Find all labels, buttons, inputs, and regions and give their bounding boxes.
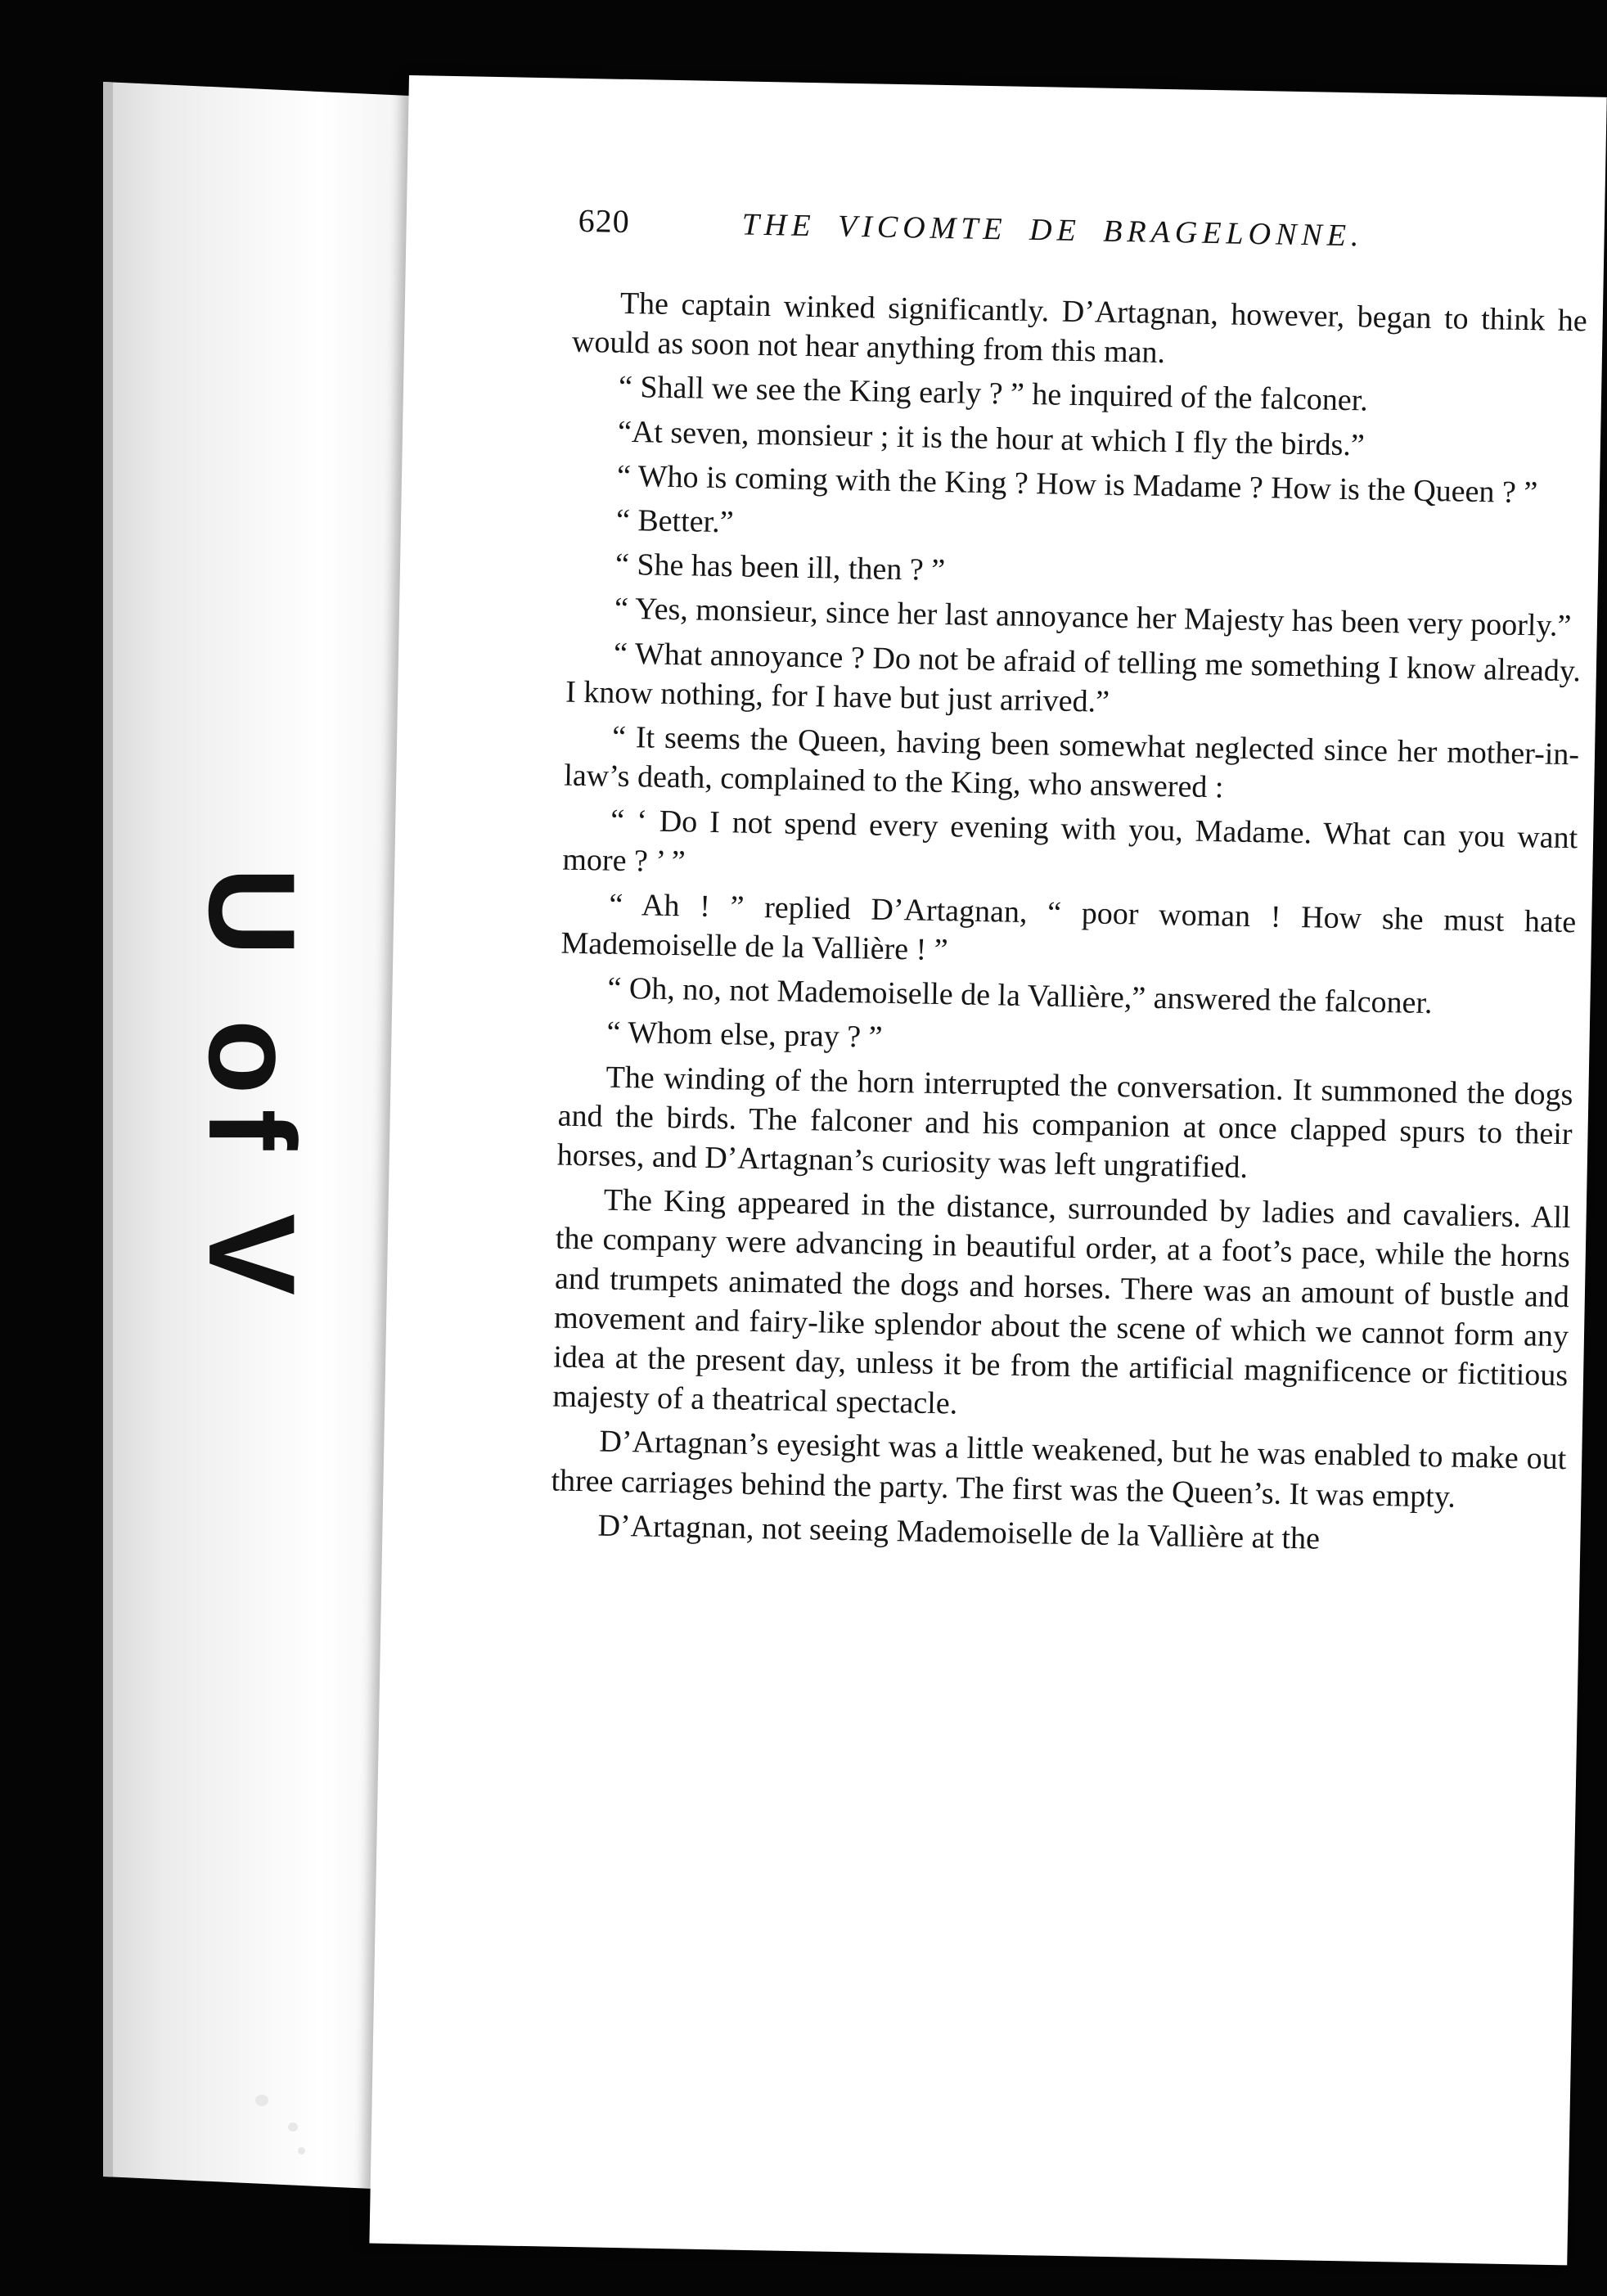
paragraph: “ Yes, monsieur, since her last annoyance her Majesty has been very poorly.” [614,592,1572,644]
paragraph: “ Shall we see the King early ? ” he inquired of the falconer. [618,370,1369,418]
dust-speck [288,2123,298,2132]
paragraph: “ It seems the Queen, having been somewhat neglected since her mother-in-law’s death, complained to the King, who answered : [563,719,1580,805]
paragraph: “ She has been ill, then ? ” [614,547,946,588]
paragraph: D’Artagnan’s eyesight was a little weakened, but he was enabled to make out three carriages behind the party. The first was the Queen’s. It was empty. [551,1425,1567,1515]
paragraph: “ Better.” [615,502,734,540]
dust-speck [298,2147,305,2154]
paragraph: “ ‘ Do I not spend every evening with you, Madame. What can you want more ? ’ ” [562,804,1578,879]
library-stamp [183,867,322,1310]
paragraph: The winding of the horn interrupted the conversation. It summoned the dogs and the birds. The falconer and his companion at once clapped spurs to their horses, and D’Artagnan’s curiosity was left ungratified. [556,1060,1573,1186]
page-number: 620 [578,201,631,240]
paragraph: “ What annoyance ? Do not be afraid of telling me something I know already. I know nothing, for I have but just arrived.” [565,636,1582,719]
paragraph: “ Ah ! ” replied D’Artagnan, “ poor woman ! How she must hate Mademoiselle de la Vallière ! ” [560,887,1577,968]
paragraph: “ Oh, no, not Mademoiselle de la Vallière,” answered the falconer. [607,970,1433,1021]
library-stamp-text: U of V [183,867,322,1310]
book-page [369,75,1606,2265]
page-body [550,283,1587,1569]
dust-speck [255,2095,268,2106]
paragraph: “ Who is coming with the King ? How is Madame ? How is the Queen ? ” [616,458,1538,511]
paragraph: “ Whom else, pray ? ” [606,1015,883,1056]
paragraph: The captain winked significantly. D’Artagnan, however, began to think he would as soon not hear anything from this man. [571,286,1588,371]
running-title: THE VICOMTE DE BRAGELONNE. [741,207,1364,254]
page-stub-edge [103,82,113,2177]
paragraph: The King appeared in the distance, surrounded by ladies and cavaliers. All the company were advancing in beautiful order, at a foot’s pace, while the horns and trumpets animated the dogs and horses. There was an amount of bustle and movement and fairy-like splendor about the scene of which we cannot form any idea at the present day, unless it be from the artificial magnificence or fictitious majesty of a theatrical spectacle. [552,1182,1572,1421]
paragraph: “At seven, monsieur ; it is the hour at which I fly the birds.” [617,414,1366,463]
page-header [578,201,1607,269]
paragraph: D’Artagnan, not seeing Mademoiselle de la Vallière at the [597,1508,1321,1556]
